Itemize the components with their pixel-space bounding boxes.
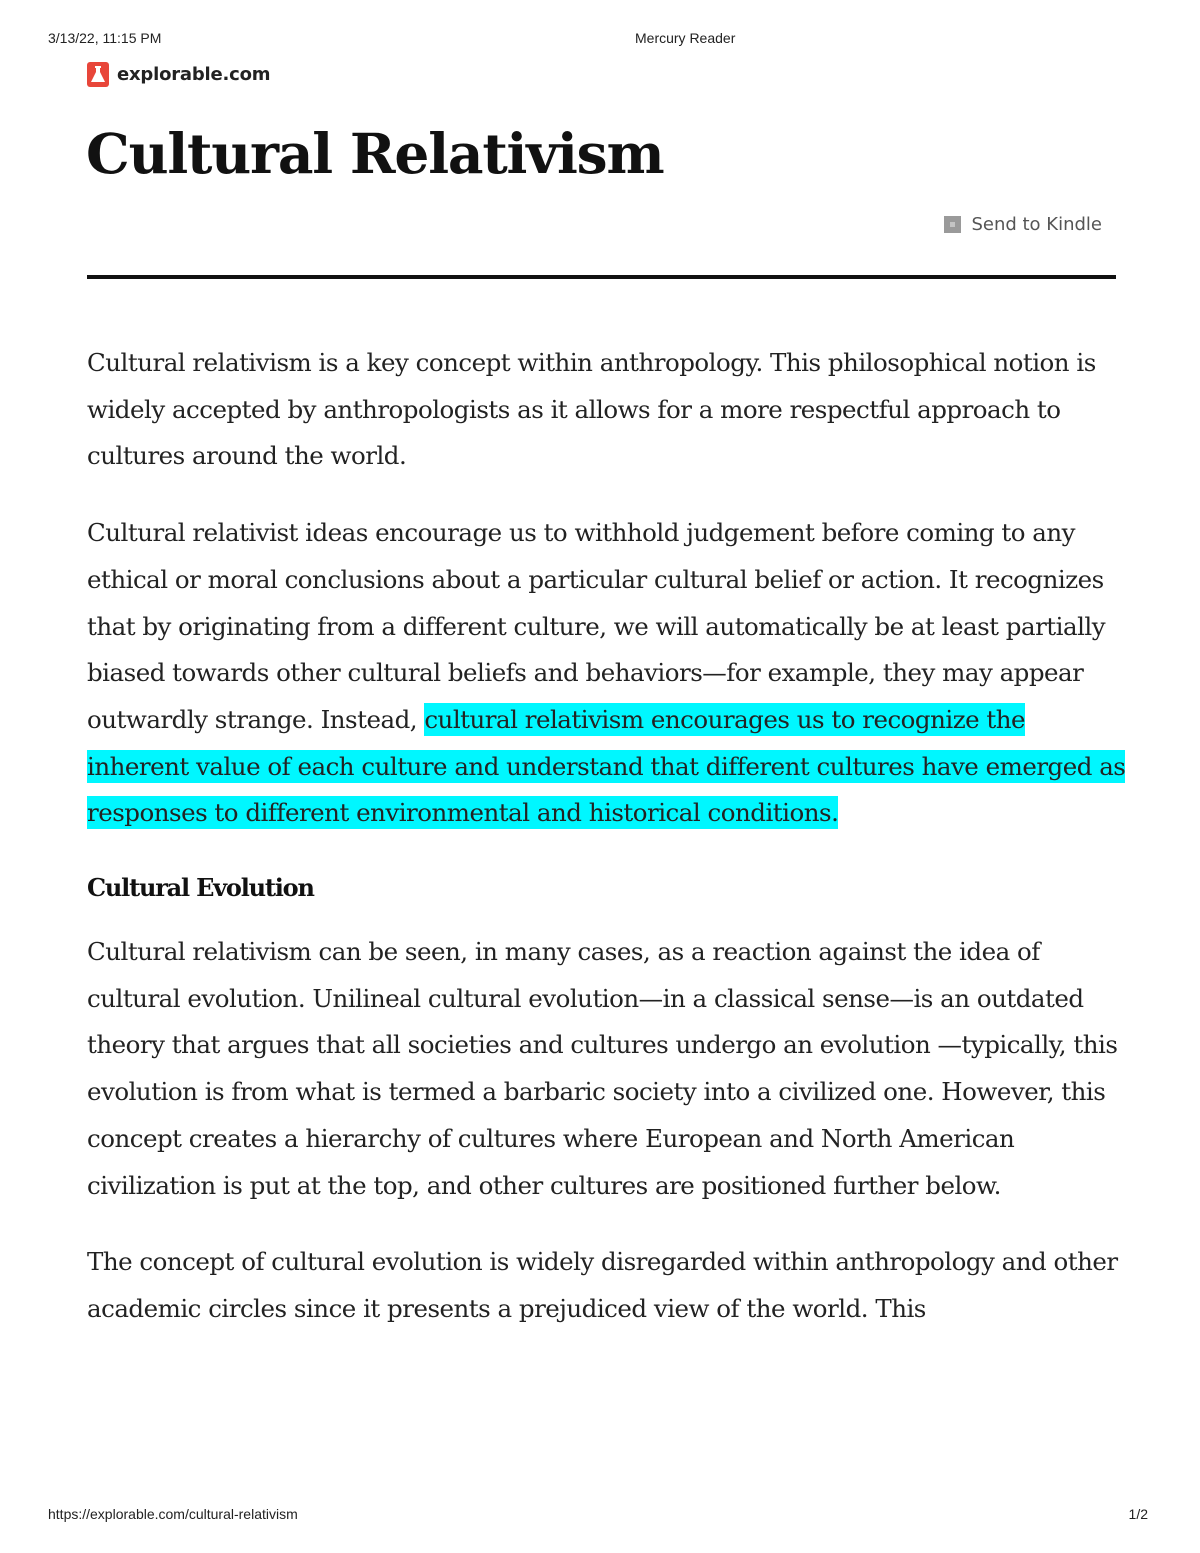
- paragraph-2-text: Cultural relativist ideas encourage us to withhold judgement before coming to any ethical or moral conclusions about a particular cultural belief or action. It recognizes that by originating from a different culture, we will automatically be at least partially biased towards other cultural beliefs and behaviors—for example, they may appear outwardly strange. Instead,: [87, 518, 1106, 734]
- send-to-kindle-button[interactable]: [944, 214, 1102, 235]
- paragraph-4: The concept of cultural evolution is widely disregarded within anthropology and other academic circles since it presents a prejudiced view of the world. This: [87, 1247, 1118, 1323]
- section-heading: Cultural Evolution: [87, 873, 314, 903]
- article-body: [87, 340, 1127, 1363]
- print-app-title: Mercury Reader: [635, 30, 736, 46]
- flask-icon: [87, 62, 109, 87]
- site-brand[interactable]: [87, 60, 270, 88]
- title-divider: [87, 275, 1116, 279]
- article-title: Cultural Relativism: [86, 121, 664, 186]
- highlighted-text: cultural relativism encourages us to recognize the inherent value of each culture and understand that different cultures have emerged as responses to different environmental and historical conditions.: [87, 704, 1126, 828]
- kindle-icon: [944, 216, 961, 233]
- site-name: explorable.com: [117, 63, 271, 85]
- paragraph-3: Cultural relativism can be seen, in many cases, as a reaction against the idea of cultural evolution. Unilineal cultural evolution—in a classical sense—is an outdated theory that argues that all societies and cultures undergo an evolution —typically, this evolution is from what is termed a barbaric society into a civilized one. However, this concept creates a hierarchy of cultures where European and North American civilization is put at the top, and other cultures are positioned further below.: [87, 937, 1118, 1200]
- print-url[interactable]: https://explorable.com/cultural-relativism: [48, 1506, 298, 1522]
- page-number: 1/2: [1128, 1506, 1148, 1522]
- paragraph-1: Cultural relativism is a key concept within anthropology. This philosophical notion is widely accepted by anthropologists as it allows for a more respectful approach to cultures around the world.: [87, 348, 1096, 471]
- paragraph-2: [87, 510, 1127, 837]
- print-footer: [48, 1506, 1148, 1526]
- send-to-kindle-label: Send to Kindle: [971, 214, 1102, 235]
- print-header: [48, 30, 1148, 50]
- print-datetime: 3/13/22, 11:15 PM: [48, 30, 162, 46]
